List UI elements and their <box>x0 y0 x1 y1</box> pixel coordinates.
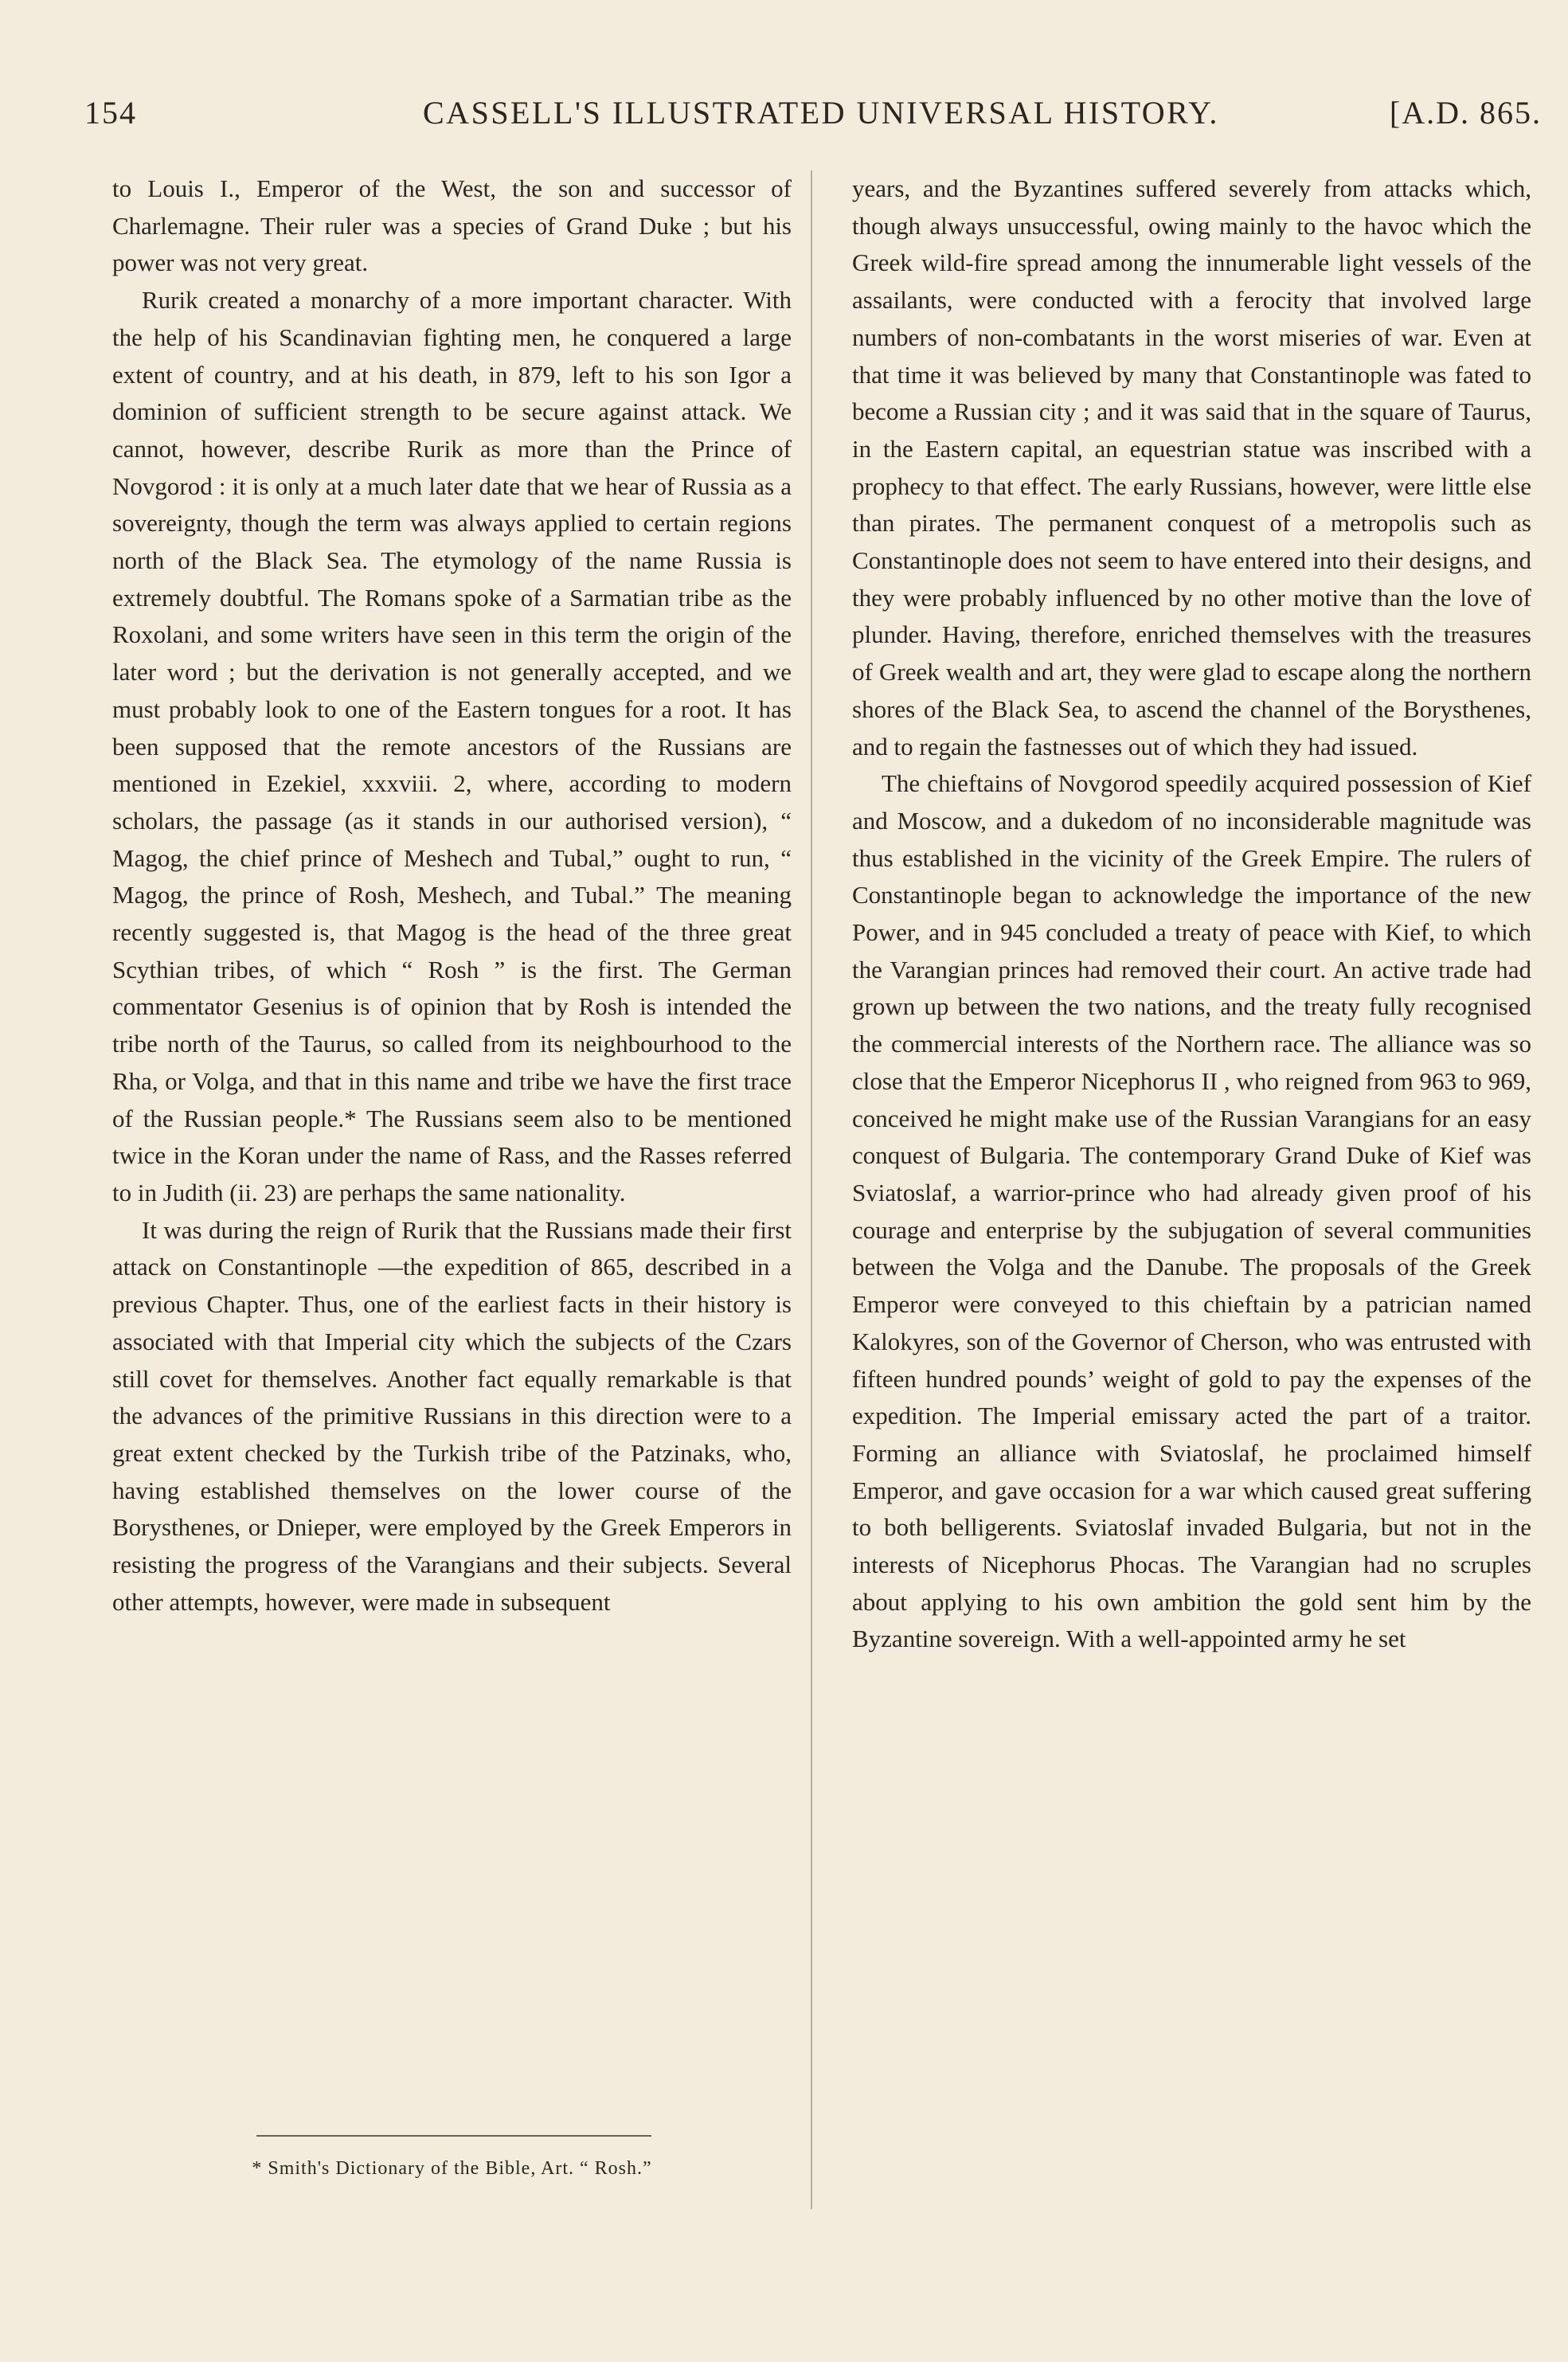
paragraph-byzantines: years, and the Byzantines suffered severely from attacks which, though always unsuccessful, owing mainly to the havoc which the Greek wild-fire spread among the innumerable light vessels of the assailants, were conducted with a ferocity that involved large numbers of non-combatants in the worst miseries of war. Even at that time it was believed by many that Constantinople was fated to become a Russian city ; and it was said that in the square of Taurus, in the Eastern capital, an equestrian statue was inscribed with a prophecy to that effect. The early Russians, however, were little else than pirates. The permanent conquest of a metropolis such as Constantinople does not seem to have entered into their designs, and they were probably influenced by no other motive than the love of plunder. Having, therefore, enriched themselves with the treasures of Greek wealth and art, they were glad to escape along the northern shores of the Black Sea, to ascend the channel of the Borysthenes, and to regain the fastnesses out of which they had issued. <box>852 174 1531 761</box>
footnote-divider <box>256 2135 651 2137</box>
paragraph-louis: to Louis I., Emperor of the West, the son and successor of Charlemagne. Their ruler was a species of Grand Duke ; but his power was not very great. <box>112 174 792 277</box>
date-reference: [A.D. 865. <box>1389 95 1542 131</box>
right-column <box>852 170 1531 1658</box>
page-number: 154 <box>84 95 137 131</box>
left-column <box>112 170 792 1621</box>
paragraph-chieftains-novgorod: The chieftains of Novgorod speedily acquired possession of Kief and Moscow, and a dukedom of no inconsiderable magnitude was thus established in the vicinity of the Greek Empire. The rulers of Constantinople began to acknowledge the importance of the new Power, and in 945 concluded a treaty of peace with Kief, to which the Varangian princes had removed their court. An active trade had grown up between the two nations, and the treaty fully recognised the commercial interests of the Northern race. The alliance was so close that the Emperor Nicephorus II , who reigned from 963 to 969, conceived he might make use of the Russian Varangians for an easy conquest of Bulgaria. The contemporary Grand Duke of Kief was Sviatoslaf, a warrior-prince who had already given proof of his courage and enterprise by the subjugation of several communities between the Volga and the Danube. The proposals of the Greek Emperor were conveyed to this chieftain by a patrician named Kalokyres, son of the Governor of Cherson, who was entrusted with fifteen hundred pounds’ weight of gold to pay the expenses of the expedition. The Imperial emissary acted the part of a traitor. Forming an alliance with Sviatoslaf, he proclaimed himself Emperor, and gave occasion for a war which caused great suffering to both belligerents. Sviatoslaf invaded Bulgaria, but not in the interests of Nicephorus Phocas. The Varangian had no scruples about applying to his own ambition the gold sent him by the Byzantine sovereign. With a well-appointed army he set <box>852 769 1531 1653</box>
footnote: * Smith's Dictionary of the Bible, Art. “ Rosh.” <box>252 2158 652 2179</box>
book-title: CASSELL'S ILLUSTRATED UNIVERSAL HISTORY. <box>423 95 1219 131</box>
paragraph-rurik-monarchy: Rurik created a monarchy of a more important character. With the help of his Scandinavian fighting men, he conquered a large extent of country, and at his death, in 879, left to his son Igor a dominion of sufficient strength to be secure against attack. We cannot, however, describe Rurik as more than the Prince of Novgorod : it is only at a much later date that we hear of Russia as a sovereignty, though the term was always applied to certain regions north of the Black Sea. The etymology of the name Russia is extremely doubtful. The Romans spoke of a Sarmatian tribe as the Roxolani, and some writers have seen in this term the origin of the later word ; but the derivation is not generally accepted, and we must probably look to one of the Eastern tongues for a root. It has been supposed that the remote ancestors of the Russians are mentioned in Ezekiel, xxxviii. 2, where, according to modern scholars, the passage (as it stands in our authorised version), “ Magog, the chief prince of Meshech and Tubal,” ought to run, “ Magog, the prince of Rosh, Meshech, and Tubal.” The meaning recently suggested is, that Magog is the head of the three great Scythian tribes, of which “ Rosh ” is the first. The German commentator Gesenius is of opinion that by Rosh is intended the tribe north of the Taurus, so called from its neighbourhood to the Rha, or Volga, and that in this name and tribe we have the first trace of the Russian people.* The Russians seem also to be mentioned twice in the Koran under the name of Rass, and the Rasses referred to in Judith (ii. 23) are perhaps the same nationality. <box>112 286 792 1206</box>
column-divider <box>811 170 812 2209</box>
running-head <box>84 94 1542 142</box>
paragraph-first-attack: It was during the reign of Rurik that the Russians made their first attack on Constantinople —the expedition of 865, described in a previous Chapter. Thus, one of the earliest facts in their history is associated with that Imperial city which the subjects of the Czars still covet for themselves. Another fact equally remarkable is that the advances of the primitive Russians in this direction were to a great extent checked by the Turkish tribe of the Patzinaks, who, having established themselves on the lower course of the Borysthenes, or Dnieper, were employed by the Greek Emperors in resisting the progress of the Varangians and their subjects. Several other attempts, however, were made in subsequent <box>112 1215 792 1616</box>
